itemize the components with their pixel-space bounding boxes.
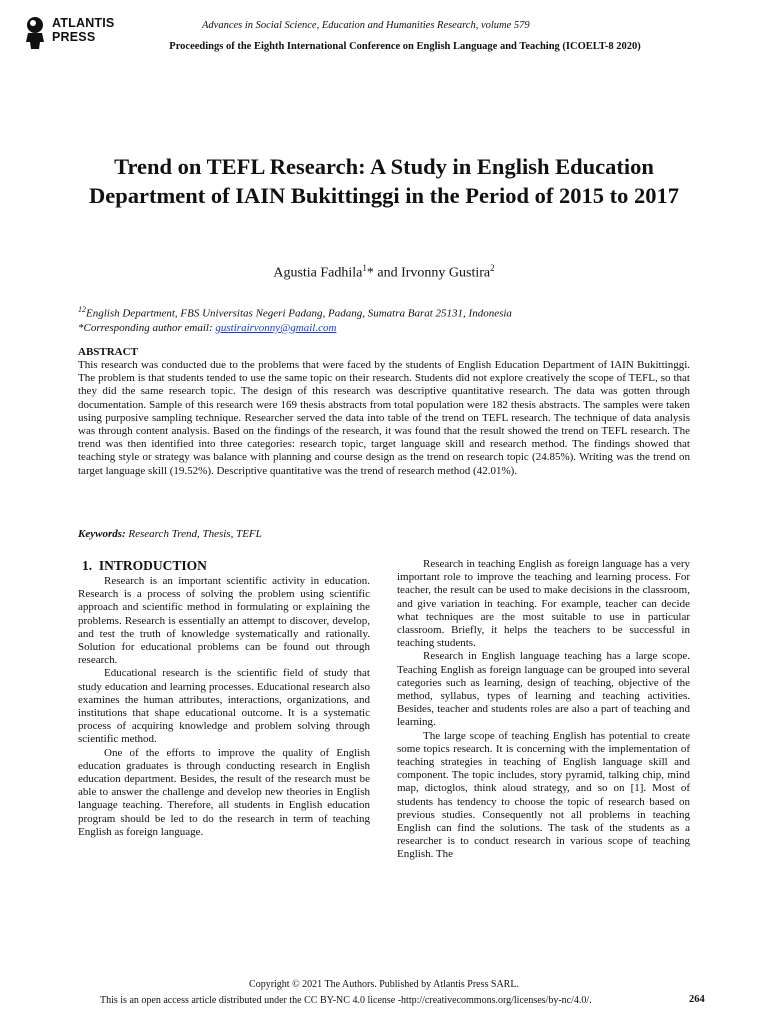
journal-name: Advances in Social Science, Education and Humanities Research, volume 579 [202,20,530,31]
paragraph: Research in English language teaching has a large scope. Teaching English as foreign language can be grouped into several categories such as learning, design of teaching, objective of the method, syllabus, types of learning and teaching activities. Besides, teacher and students roles are also a part of teaching and learning. [397,650,690,729]
author-name: Irvonny Gustira [401,265,491,281]
paragraph: Educational research is the scientific field of study that study education and learning processes. Educational research also examines the human attributes, interactions, organizations, and institutions that shape educational outcome. It is a systematic process of acquiring knowledge and problem solving through scientific method. [78,667,370,746]
atlas-figure-icon [22,16,48,50]
paragraph: Research is an important scientific activity in education. Research is a process of solving the problem using scientific approach and scientific method in formulating or explaining the problems. Research is essentially an attempt to discover, develop, and test the truth of knowledge systematically and rationally. Solution for educational problems can be found out through research. [78,575,370,667]
paragraph: The large scope of teaching English has potential to create some topics research. It is concerning with the implementation of teaching strategies in teaching of English language skill and component. The topic includes, story pyramid, talking chip, mind map, dictoglos, think aloud strategy, and so on [1]. Most of students has tendency to choose the topic of research based on previous studies. Consequently not all problems in teaching English can find the solutions. The task of the students as a researcher is to conduct research in various scope of teaching English. The [397,729,690,861]
copyright-notice: Copyright © 2021 The Authors. Published by Atlantis Press SARL. [249,979,519,990]
license-notice: This is an open access article distributed under the CC BY-NC 4.0 license -http://creativecommons.org/licenses/by-nc/4.0/. [100,995,592,1006]
keywords-label: Keywords: [78,528,126,540]
section-heading: 1. INTRODUCTION [82,558,207,573]
right-column [397,558,690,862]
affiliation-block [78,303,698,335]
paragraph: Research in teaching English as foreign language has a very important role to improve the teaching and learning process. For teacher, the result can be used to make decisions in the classroom, and give variation in teaching. For example, teacher can decide what techniques are the most suitable to use in particular classroom. Briefly, it helps the teachers to be successful in teaching students. [397,558,690,650]
page-number: 264 [689,994,705,1005]
logo-wordmark: ATLANTIS PRESS [52,16,115,44]
keywords: Keywords: Research Trend, Thesis, TEFL [78,528,262,540]
paragraph: One of the efforts to improve the quality of English education graduates is through conducting research in English education department. Besides, the result of the research must be able to answer the challenge and develop new theories in English language teaching. Therefore, all students in English education program should be led to do the research in term of teaching English as foreign language. [78,746,370,838]
abstract-text: This research was conducted due to the problems that were faced by the students of English Education Department of IAIN Bukittinggi. The problem is that students tended to use the same topic on their research. Students did not explore creatively the scope of TEFL, so that they did the same research topic. The design of this research was descriptive quantitative research. The data was gotten through documentation. Sample of this research were 169 thesis abstracts from total population were 182 thesis abstracts. The samples were taken using purposive sampling technique. Researcher served the data into table of the trend on TEFL research. The technique of data analysis was through content analysis. Based on the findings of the research, it was found that the result showed the trend on TEFL research. The trend was then identified into three categories: research topic, target language skill and research method. The findings showed that teaching style or strategy was balance with planning and course design as the trend on research topic (24.85%). Writing was the trend on target language skill (19.52%). Descriptive quantitative was the trend of research method (42.01%). [78,359,690,477]
proceedings-name: Proceedings of the Eighth International Conference on English Language and Teaching (ICOELT-8 2020) [169,41,641,52]
left-column [78,558,370,839]
paper-title: Trend on TEFL Research: A Study in English Education Department of IAIN Bukittinggi in the Period of 2015 to 2017 [89,154,679,208]
email-link[interactable]: gustirairvonny@gmail.com [215,321,337,334]
corresponding-author: *Corresponding author email: gustirairvonny@gmail.com [78,321,337,334]
author-name: Agustia Fadhila [273,265,363,281]
affiliation: $^{12}$English Department, FBS Universitas Negeri Padang, Padang, Sumatra Barat 25131, Indonesia [78,305,512,320]
author-list: Agustia Fadhila$^1$* and Irvonny Gustira$^2$ [273,263,495,281]
abstract-heading: ABSTRACT [78,346,138,358]
